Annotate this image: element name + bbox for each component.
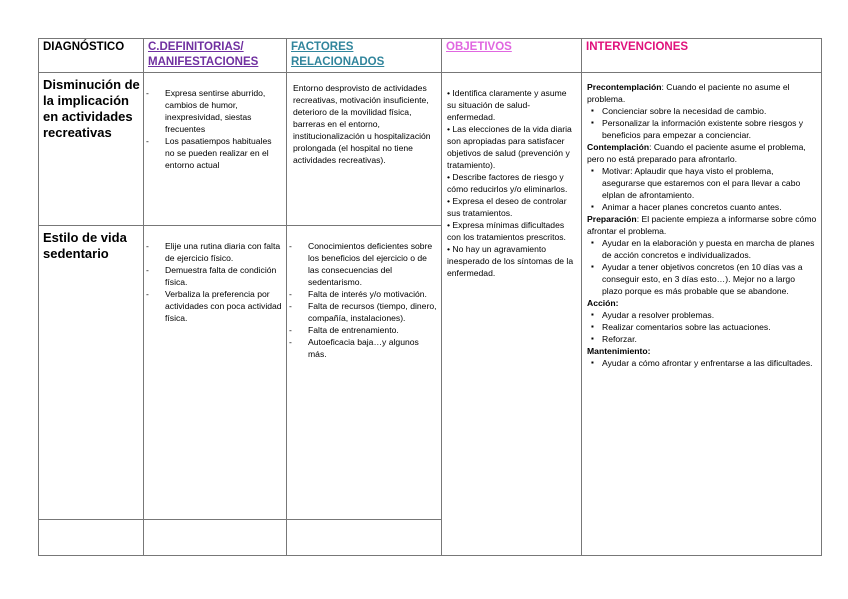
- diagnosis-1: Disminución de la implicación en actividades recreativas: [43, 77, 140, 140]
- header-definitorias-line2: MANIFESTACIONES: [148, 56, 259, 68]
- header-diagnostico: DIAGNÓSTICO: [43, 41, 125, 53]
- list-item: ▪ Ayudar a resolver problemas.: [587, 309, 817, 321]
- empty-cell: [144, 520, 287, 556]
- list-item: ▪ Motivar: Aplaudir que haya visto el problema, asegurarse que estaremos con el para llevar a cabo elplan de afrontamiento.: [587, 165, 817, 201]
- header-row: [39, 39, 822, 73]
- preparacion-list: [587, 237, 817, 297]
- contemplacion-text: : Cuando el paciente asume el problema, pero no está preparado para afrontarlo.: [587, 142, 806, 164]
- header-factores-cell: [287, 39, 442, 73]
- objetivos-list: [442, 73, 581, 279]
- care-plan-table: [38, 38, 822, 556]
- header-diagnostico-cell: [39, 39, 144, 73]
- list-item: ▪ Ayudar a tener objetivos concretos (en 10 días vas a conseguir esto, en 3 días esto…). Mejor no a largo plazo porque es más probable que se abandone.: [587, 261, 817, 297]
- mantenimiento-label: Mantenimiento:: [587, 346, 651, 356]
- objetivo-item: • Identifica claramente y asume su situación de salud-enfermedad.: [447, 88, 567, 122]
- list-item: ▪ Ayudar a cómo afrontar y enfrentarse a las dificultades.: [587, 357, 817, 369]
- contemplacion-label: Contemplación: [587, 142, 650, 152]
- list-item: ▪ Reforzar.: [587, 333, 817, 345]
- contemplacion-list: [587, 165, 817, 213]
- list-item: ▪ Concienciar sobre la necesidad de cambio.: [587, 105, 817, 117]
- objetivo-item: • Describe factores de riesgo y cómo reducirlos y/o eliminarlos.: [447, 172, 568, 194]
- accion-label: Acción:: [587, 298, 619, 308]
- diagnosis-cell: [39, 226, 144, 520]
- list-item: - Verbaliza la preferencia por actividades con poca actividad física.: [144, 288, 282, 324]
- intervenciones-content: [582, 73, 821, 369]
- intervenciones-cell: [582, 73, 822, 556]
- header-definitorias: [144, 39, 286, 71]
- table-row: [39, 73, 822, 226]
- diagnosis-cell: [39, 73, 144, 226]
- preparacion-label: Preparación: [587, 214, 637, 224]
- empty-cell: [39, 520, 144, 556]
- precontemplacion-label: Precontemplación: [587, 82, 662, 92]
- objetivo-item: • No hay un agravamiento inesperado de los síntomas de la enfermedad.: [447, 244, 574, 278]
- list-item: - Demuestra falta de condición física.: [144, 264, 282, 288]
- header-definitorias-line1: C.DEFINITORIAS/: [148, 41, 244, 53]
- header-definitorias-cell: [144, 39, 287, 73]
- list-item: - Los pasatiempos habituales no se pueden realizar en el entorno actual: [144, 135, 282, 171]
- header-objetivos: OBJETIVOS: [446, 41, 512, 53]
- list-item: - Conocimientos deficientes sobre los beneficios del ejercicio o de las consecuencias del sedentarismo.: [287, 240, 437, 288]
- precontemplacion-text: : Cuando el paciente no asume el problema.: [587, 82, 790, 104]
- contemplacion-heading: [587, 141, 817, 165]
- preparacion-heading: [587, 213, 817, 237]
- objetivo-item: • Expresa el deseo de controlar sus tratamientos.: [447, 196, 567, 218]
- list-item: ▪ Animar a hacer planes concretos cuanto antes.: [587, 201, 817, 213]
- header-factores: [287, 39, 441, 71]
- preparacion-text: : El paciente empieza a informarse sobre cómo afrontar el problema.: [587, 214, 817, 236]
- diagnosis-2: Estilo de vida sedentario: [43, 230, 127, 261]
- list-item: ▪ Personalizar la información existente sobre riesgos y beneficios para empezar a concienciar.: [587, 117, 817, 141]
- header-factores-line1: FACTORES: [291, 41, 354, 53]
- list-item: - Elije una rutina diaria con falta de ejercicio físico.: [144, 240, 282, 264]
- characteristics-list-1: [144, 87, 286, 171]
- mantenimiento-list: [587, 357, 817, 369]
- objetivo-item: • Las elecciones de la vida diaria son apropiadas para satisfacer objetivos de salud (prevención y tratamiento).: [447, 124, 572, 170]
- list-item: - Expresa sentirse aburrido, cambios de humor, inexpresividad, siestas frecuentes: [144, 87, 282, 135]
- accion-list: [587, 309, 817, 345]
- factors-list-2: [287, 240, 441, 360]
- list-item: ▪ Realizar comentarios sobre las actuaciones.: [587, 321, 817, 333]
- characteristics-list-2: [144, 240, 286, 324]
- characteristics-cell: [144, 73, 287, 226]
- header-factores-line2: RELACIONADOS: [291, 56, 385, 68]
- factors-1: Entorno desprovisto de actividades recreativas, motivación insuficiente, deterioro de la movilidad física, barreras en el entorno, institucionalización u hospitalización prolongada (el hospital no tiene actividades recreativas).: [293, 83, 431, 165]
- objetivo-item: • Expresa mínimas dificultades con los tratamientos prescritos.: [447, 220, 566, 242]
- list-item: - Falta de interés y/o motivación.: [287, 288, 437, 300]
- objetivos-cell: [442, 73, 582, 556]
- list-item: - Falta de entrenamiento.: [287, 324, 437, 336]
- precontemplacion-heading: [587, 81, 817, 105]
- factors-cell: [287, 226, 442, 520]
- list-item: - Falta de recursos (tiempo, dinero, compañía, instalaciones).: [287, 300, 437, 324]
- header-intervenciones: INTERVENCIONES: [586, 41, 689, 53]
- list-item: - Autoeficacia baja…y algunos más.: [287, 336, 437, 360]
- list-item: ▪ Ayudar en la elaboración y puesta en marcha de planes de acción concretos e individualizados.: [587, 237, 817, 261]
- factors-cell: [287, 73, 442, 226]
- header-objetivos-cell: [442, 39, 582, 73]
- characteristics-cell: [144, 226, 287, 520]
- empty-cell: [287, 520, 442, 556]
- precontemplacion-list: [587, 105, 817, 141]
- header-intervenciones-cell: [582, 39, 822, 73]
